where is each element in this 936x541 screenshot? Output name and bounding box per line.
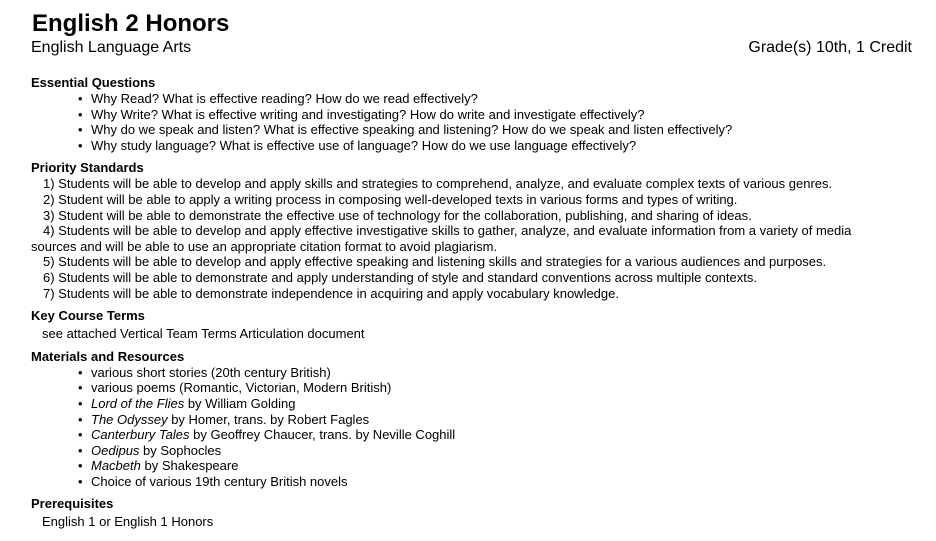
prerequisites-section (31, 496, 911, 530)
priority-standards-list (31, 176, 911, 301)
list-item (78, 412, 911, 428)
list-item (78, 443, 911, 459)
list-item: 4) Students will be able to develop and apply effective investigative skills to gather, analyze, and evaluate information from a variety of media (43, 223, 852, 239)
course-content (31, 75, 911, 537)
list-item: 5) Students will be able to develop and apply effective speaking and listening skills and strategies for a various audiences and purposes. (43, 254, 827, 270)
item-text: Choice of various 19th century British novels (91, 473, 348, 489)
list-item: • Why Read? What is effective reading? How do we read effectively? (78, 91, 911, 107)
materials-heading: Materials and Resources (31, 348, 185, 364)
item-text: various poems (Romantic, Victorian, Modern British) (91, 380, 392, 396)
key-course-terms-section (31, 308, 911, 342)
book-title: The Odyssey (91, 411, 168, 427)
list-item (78, 458, 911, 474)
list-item (78, 427, 911, 443)
list-item: • Why Write? What is effective writing and investigating? How do write and investigate effectively? (78, 107, 911, 123)
list-item: • Why study language? What is effective use of language? How do we use language effectively? (78, 138, 911, 154)
list-item (78, 365, 911, 381)
list-item: • Why do we speak and listen? What is effective speaking and listening? How do we speak and listen effectively? (78, 122, 911, 138)
list-item (78, 380, 911, 396)
course-title: English 2 Honors (32, 10, 230, 37)
prerequisites-heading: Prerequisites (31, 496, 114, 512)
item-text: by Geoffrey Chaucer, trans. by Neville Coghill (189, 427, 456, 443)
list-item-continuation: sources and will be able to use an appropriate citation format to avoid plagiarism. (31, 238, 498, 254)
list-item: 3) Student will be able to demonstrate the effective use of technology for the collaboration, publishing, and sharing of ideas. (43, 207, 752, 223)
book-title: Canterbury Tales (91, 427, 190, 443)
priority-standards-section (31, 160, 911, 301)
key-course-terms-text: see attached Vertical Team Terms Articulation document (42, 326, 365, 342)
list-item (78, 396, 911, 412)
book-title: Lord of the Flies (91, 395, 185, 411)
item-text: by William Golding (184, 395, 296, 411)
list-item: 1) Students will be able to develop and apply skills and strategies to comprehend, analyze, and evaluate complex texts of various genres. (43, 176, 833, 192)
materials-section (31, 349, 911, 490)
book-title: Oedipus (91, 442, 140, 458)
list-item: 7) Students will be able to demonstrate independence in acquiring and apply vocabulary knowledge. (43, 285, 619, 301)
list-item (78, 474, 911, 490)
key-course-terms-heading: Key Course Terms (31, 308, 145, 324)
prerequisites-text: English 1 or English 1 Honors (42, 514, 214, 530)
essential-questions-list (31, 91, 911, 153)
item-text: various short stories (20th century British) (91, 364, 331, 380)
list-item: 6) Students will be able to demonstrate and apply understanding of style and standard conventions across multiple contexts. (43, 269, 757, 285)
course-subject: English Language Arts (31, 39, 192, 56)
item-text: by Shakespeare (140, 458, 239, 474)
item-text: by Sophocles (139, 442, 222, 458)
course-grade: Grade(s) 10th, 1 Credit (748, 39, 912, 56)
list-item: 2) Student will be able to apply a writing process in composing well-developed texts in various forms and types of writing. (43, 191, 738, 207)
item-text: by Homer, trans. by Robert Fagles (167, 411, 370, 427)
book-title: Macbeth (91, 458, 141, 474)
essential-questions-section (31, 75, 911, 153)
essential-questions-heading: Essential Questions (31, 75, 156, 90)
materials-list (31, 365, 911, 490)
priority-standards-heading: Priority Standards (31, 160, 144, 176)
